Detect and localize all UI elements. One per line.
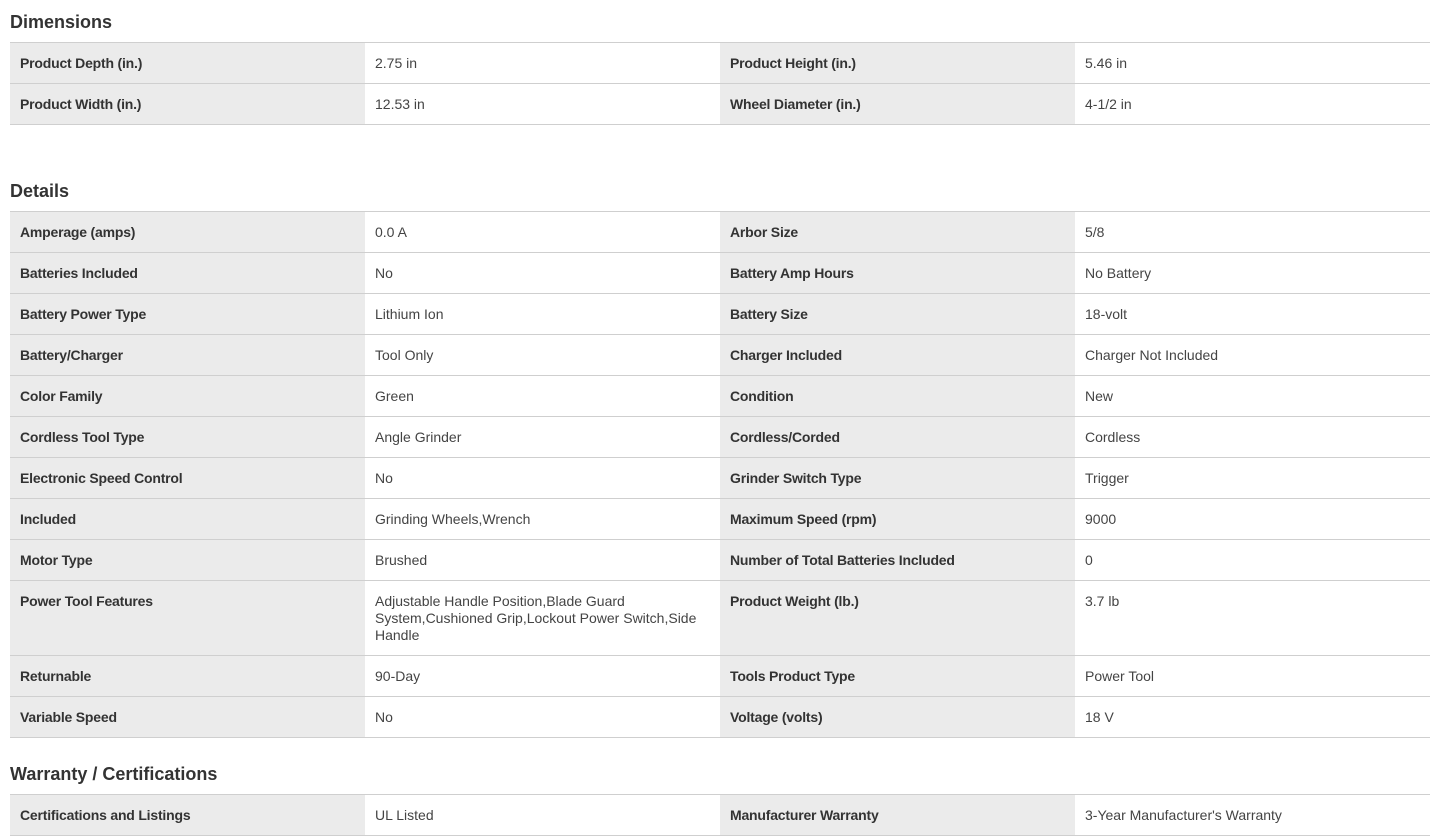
- spec-value: No: [365, 697, 720, 737]
- spec-label: Motor Type: [10, 540, 365, 580]
- spec-row: [10, 795, 1430, 836]
- spec-value: Brushed: [365, 540, 720, 580]
- spec-label: Battery Power Type: [10, 294, 365, 334]
- spec-value: Charger Not Included: [1075, 335, 1430, 375]
- spec-value: 5.46 in: [1075, 43, 1430, 83]
- spec-value: Power Tool: [1075, 656, 1430, 696]
- spec-value: No: [365, 253, 720, 293]
- spec-row: [10, 212, 1430, 253]
- spec-value: Adjustable Handle Position,Blade Guard System,Cushioned Grip,Lockout Power Switch,Side Handle: [365, 581, 720, 655]
- spec-value: Trigger: [1075, 458, 1430, 498]
- spec-label: Battery/Charger: [10, 335, 365, 375]
- spec-label: Color Family: [10, 376, 365, 416]
- spec-row: [10, 458, 1430, 499]
- spec-value: 3-Year Manufacturer's Warranty: [1075, 795, 1430, 835]
- section-title-warranty: Warranty / Certifications: [10, 763, 1430, 795]
- spec-label: Condition: [720, 376, 1075, 416]
- spec-row: [10, 376, 1430, 417]
- spec-label: Arbor Size: [720, 212, 1075, 252]
- spec-row: [10, 43, 1430, 84]
- spec-value: Green: [365, 376, 720, 416]
- spec-label: Number of Total Batteries Included: [720, 540, 1075, 580]
- spec-value: Cordless: [1075, 417, 1430, 457]
- spec-value: 12.53 in: [365, 84, 720, 124]
- section-warranty-certifications: [10, 763, 1430, 836]
- spec-value: 0: [1075, 540, 1430, 580]
- spec-label: Grinder Switch Type: [720, 458, 1075, 498]
- spec-value: UL Listed: [365, 795, 720, 835]
- spec-label: Manufacturer Warranty: [720, 795, 1075, 835]
- spec-row: [10, 335, 1430, 376]
- spec-label: Amperage (amps): [10, 212, 365, 252]
- spec-label: Product Depth (in.): [10, 43, 365, 83]
- section-details: [10, 180, 1430, 738]
- spec-label: Cordless/Corded: [720, 417, 1075, 457]
- spec-label: Wheel Diameter (in.): [720, 84, 1075, 124]
- spec-value: 4-1/2 in: [1075, 84, 1430, 124]
- spec-value: New: [1075, 376, 1430, 416]
- spec-value: No: [365, 458, 720, 498]
- spec-label: Included: [10, 499, 365, 539]
- spec-label: Product Weight (lb.): [720, 581, 1075, 655]
- spec-value: Grinding Wheels,Wrench: [365, 499, 720, 539]
- spec-value: 18-volt: [1075, 294, 1430, 334]
- spec-label: Battery Amp Hours: [720, 253, 1075, 293]
- spec-value: 3.7 lb: [1075, 581, 1430, 655]
- spec-label: Voltage (volts): [720, 697, 1075, 737]
- spec-row: [10, 84, 1430, 125]
- spec-value: 90-Day: [365, 656, 720, 696]
- spec-label: Electronic Speed Control: [10, 458, 365, 498]
- spec-label: Certifications and Listings: [10, 795, 365, 835]
- spec-label: Cordless Tool Type: [10, 417, 365, 457]
- spec-value: 18 V: [1075, 697, 1430, 737]
- spec-value: 2.75 in: [365, 43, 720, 83]
- section-title-dimensions: Dimensions: [10, 11, 1430, 43]
- section-title-details: Details: [10, 180, 1430, 212]
- spec-label: Product Width (in.): [10, 84, 365, 124]
- spec-value: No Battery: [1075, 253, 1430, 293]
- spec-label: Tools Product Type: [720, 656, 1075, 696]
- spec-row: [10, 253, 1430, 294]
- spec-value: Angle Grinder: [365, 417, 720, 457]
- spec-value: Lithium Ion: [365, 294, 720, 334]
- spec-label: Battery Size: [720, 294, 1075, 334]
- spec-row: [10, 540, 1430, 581]
- spec-label: Maximum Speed (rpm): [720, 499, 1075, 539]
- spec-value: 0.0 A: [365, 212, 720, 252]
- spec-label: Product Height (in.): [720, 43, 1075, 83]
- spec-row: [10, 581, 1430, 656]
- spec-label: Charger Included: [720, 335, 1075, 375]
- spec-row: [10, 294, 1430, 335]
- spec-label: Variable Speed: [10, 697, 365, 737]
- spec-row: [10, 417, 1430, 458]
- spec-row: [10, 697, 1430, 738]
- section-dimensions: [10, 11, 1430, 125]
- spec-row: [10, 656, 1430, 697]
- spec-label: Power Tool Features: [10, 581, 365, 655]
- spec-value: 9000: [1075, 499, 1430, 539]
- spec-label: Returnable: [10, 656, 365, 696]
- spec-value: Tool Only: [365, 335, 720, 375]
- spec-row: [10, 499, 1430, 540]
- spec-label: Batteries Included: [10, 253, 365, 293]
- spec-value: 5/8: [1075, 212, 1430, 252]
